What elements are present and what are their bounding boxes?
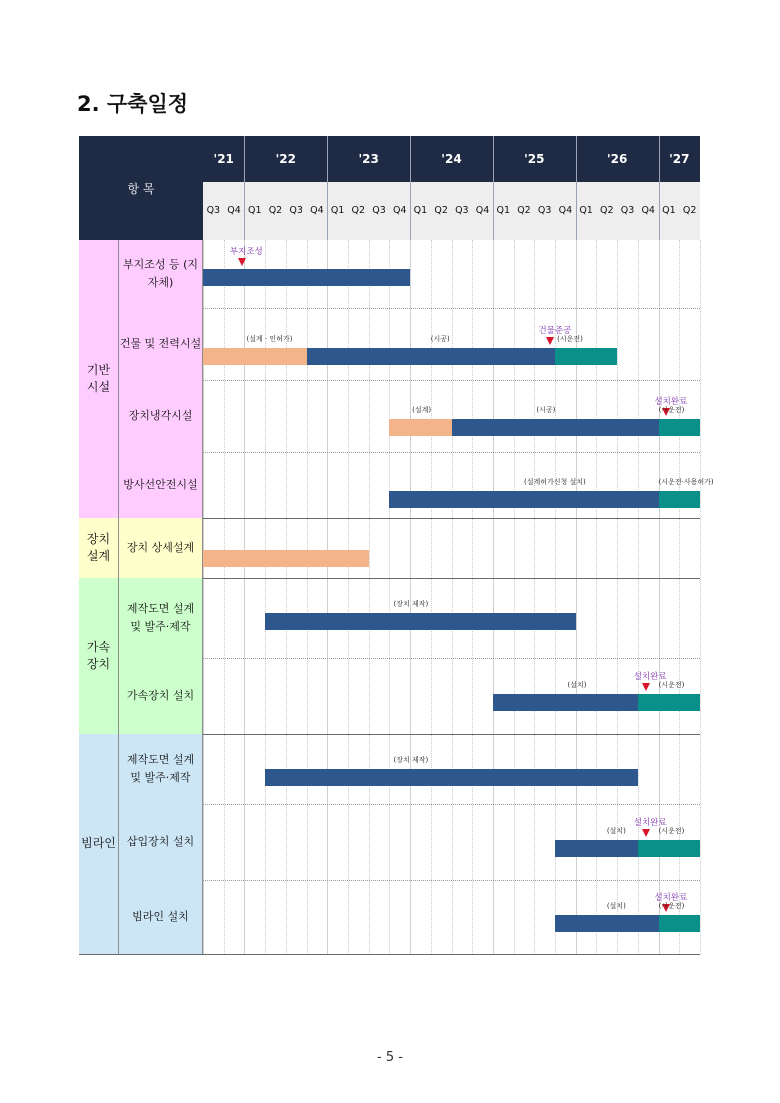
row-item-label: 제작도면 설계 및 발주·제작 — [119, 578, 203, 658]
milestone-label: 설치완료 — [654, 397, 688, 407]
year-label: '25 — [524, 152, 545, 166]
phase-annotation: (설치) — [606, 902, 626, 910]
quarter-label: Q3 — [206, 205, 221, 216]
year-label: '27 — [669, 152, 690, 166]
schedule-bar — [452, 419, 659, 436]
header-divider — [410, 136, 411, 240]
schedule-bar — [389, 419, 451, 436]
row-item-label: 장치 상세설계 — [119, 518, 203, 578]
quarter-label: Q3 — [620, 205, 635, 216]
phase-annotation: (설치) — [606, 827, 626, 835]
header-divider — [327, 136, 328, 240]
schedule-bar — [659, 491, 700, 508]
schedule-bar — [203, 348, 307, 365]
phase-annotation: (시운전) — [658, 681, 685, 689]
quarter-label: Q1 — [330, 205, 345, 216]
schedule-bar — [265, 613, 576, 630]
grid-hline — [119, 804, 700, 805]
quarter-label: Q4 — [475, 205, 490, 216]
row-item-label: 장치냉각시설 — [119, 380, 203, 452]
page-title: 2. 구축일정 — [77, 92, 189, 116]
phase-annotation: (시운전) — [658, 827, 685, 835]
quarter-label: Q2 — [600, 205, 614, 216]
row-item-label: 삽입장치 설치 — [119, 804, 203, 880]
header-item-label: 항 목 — [127, 181, 155, 196]
header-item-cell — [79, 136, 203, 240]
phase-annotation: (설치) — [567, 681, 587, 689]
quarter-label: Q1 — [496, 205, 511, 216]
milestone-marker-icon — [546, 337, 554, 345]
phase-annotation: (설계허가신청 설치) — [523, 478, 586, 486]
quarter-label: Q1 — [413, 205, 428, 216]
milestone-label: 설치완료 — [654, 893, 688, 903]
phase-annotation: (시공) — [536, 406, 556, 414]
milestone-label: 건물준공 — [538, 326, 572, 336]
schedule-bar — [493, 694, 638, 711]
quarter-label: Q1 — [579, 205, 593, 216]
quarter-label: Q1 — [662, 205, 676, 216]
quarter-label: Q4 — [310, 205, 324, 216]
grid-hline — [119, 452, 700, 453]
milestone-marker-icon — [642, 683, 650, 691]
quarter-label: Q3 — [289, 205, 303, 216]
schedule-bar — [203, 550, 369, 567]
schedule-bar — [555, 348, 617, 365]
grid-vline — [700, 240, 701, 954]
quarter-label: Q4 — [558, 205, 573, 216]
quarter-label: Q4 — [227, 205, 241, 216]
grid-hline — [119, 658, 700, 659]
header-quarters — [203, 182, 700, 240]
phase-annotation: (시운전) — [658, 406, 685, 414]
quarter-label: Q2 — [517, 205, 531, 216]
schedule-bar — [265, 769, 638, 786]
quarter-label: Q2 — [268, 205, 283, 216]
schedule-bar — [555, 840, 638, 857]
year-label: '26 — [606, 152, 628, 166]
quarter-label: Q3 — [537, 205, 552, 216]
grid-hline — [119, 880, 700, 881]
year-label: '23 — [358, 152, 379, 166]
header-divider — [576, 136, 577, 240]
row-item-label: 제작도면 설계 및 발주·제작 — [119, 734, 203, 804]
quarter-label: Q3 — [455, 205, 469, 216]
phase-annotation: (시공) — [430, 335, 450, 343]
milestone-marker-icon — [642, 829, 650, 837]
row-item-label: 빔라인 설치 — [119, 880, 203, 954]
quarter-label: Q2 — [434, 205, 448, 216]
year-label: '21 — [213, 152, 234, 166]
phase-annotation: (설계) — [412, 406, 432, 414]
quarter-label: Q4 — [641, 205, 655, 216]
schedule-bar — [659, 915, 700, 932]
category-cell: 기반 시설 — [79, 240, 119, 518]
phase-annotation: (시운전) — [557, 335, 583, 343]
schedule-bar — [659, 419, 700, 436]
row-item-label: 방사선안전시설 — [119, 452, 203, 518]
category-cell: 가속 장치 — [79, 578, 119, 734]
quarter-label: Q2 — [682, 205, 697, 216]
quarter-label: Q3 — [372, 205, 386, 216]
schedule-bar — [555, 915, 659, 932]
year-label: '22 — [275, 152, 296, 166]
construction-schedule-gantt — [79, 136, 714, 954]
milestone-label: 설치완료 — [633, 818, 667, 828]
phase-annotation: (시운전·사용허가) — [658, 478, 714, 486]
header-divider — [244, 136, 245, 240]
page-number: - 5 - — [377, 1050, 403, 1065]
quarter-label: Q2 — [351, 205, 366, 216]
header-years — [203, 136, 700, 182]
milestone-label: 부지조성 — [229, 247, 263, 257]
grid-hline — [119, 380, 700, 381]
schedule-bar — [307, 348, 556, 365]
row-item-label: 부지조성 등 (지자체) — [119, 240, 203, 308]
milestone-label: 설치완료 — [633, 672, 667, 682]
schedule-bar — [203, 269, 410, 286]
quarter-label: Q1 — [247, 205, 262, 216]
row-item-label: 건물 및 전력시설 — [119, 308, 203, 380]
phase-annotation: (장치 제작) — [393, 756, 429, 764]
row-item-label: 가속장치 설치 — [119, 658, 203, 734]
schedule-bar — [389, 491, 658, 508]
header-divider — [659, 136, 660, 240]
category-cell: 빔라인 — [79, 734, 119, 954]
grid-hline — [119, 308, 700, 309]
header-divider — [493, 136, 494, 240]
quarter-label: Q4 — [392, 205, 407, 216]
schedule-bar — [638, 694, 700, 711]
grid-hline — [79, 954, 700, 955]
phase-annotation: (설계 · 인허가) — [246, 335, 293, 343]
phase-annotation: (시운전) — [658, 902, 685, 910]
milestone-marker-icon — [238, 258, 246, 266]
schedule-bar — [638, 840, 700, 857]
category-cell: 장치 설계 — [79, 518, 119, 578]
phase-annotation: (장치 제작) — [393, 600, 429, 608]
year-label: '24 — [441, 152, 462, 166]
